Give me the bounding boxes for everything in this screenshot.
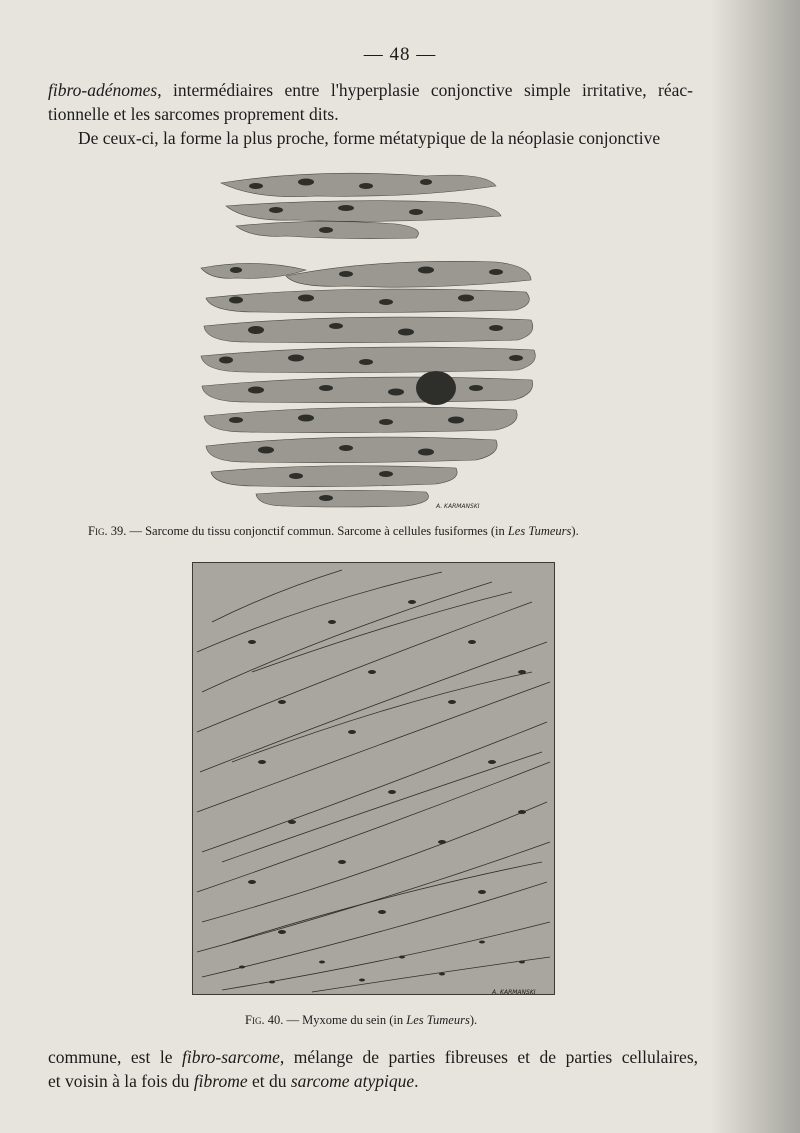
term-fibrome: fibrome [193, 1071, 248, 1091]
figure-40-caption: Fig. 40. — Myxome du sein (in Les Tumeurs). [245, 1013, 478, 1027]
figure-39-signature: A. KARMANSKI [436, 503, 480, 510]
top-paragraph-line-2: tionnelle et les sarcomes proprement dits. [48, 104, 339, 124]
page-number: — 48 — [363, 44, 437, 65]
term-fibro-adenomes: fibro-adénomes [48, 80, 158, 100]
top-paragraph [48, 78, 693, 150]
figure-40-illustration [192, 562, 555, 998]
bottom-paragraph-line-2: et voisin à la fois du fibrome et du sarcome atypique. [48, 1071, 419, 1091]
bottom-paragraph [48, 1045, 698, 1093]
top-paragraph-line-3: De ceux-ci, la forme la plus proche, forme métatypique de la néoplasie conjonctive [78, 128, 661, 148]
figure-39-illustration [196, 158, 542, 518]
term-fibro-sarcome: fibro-sarcome [182, 1047, 280, 1067]
bottom-paragraph-line-1: commune, est le fibro-sarcome, mélange de parties fibreuses et de parties cellulaires, [48, 1047, 699, 1067]
breast-myxoma-drawing [192, 562, 555, 998]
figure-39-caption: Fig. 39. — Sarcome du tissu conjonctif commun. Sarcome à cellules fusiformes (in Les Tumeurs). [88, 524, 579, 538]
page-edge-shadow [710, 0, 800, 1133]
figure-40-signature: A. KARMANSKI [492, 989, 536, 996]
spindle-cell-sarcoma-drawing [196, 158, 542, 518]
term-sarcome-atypique: sarcome atypique [290, 1071, 415, 1091]
top-paragraph-line-1: fibro-adénomes, intermédiaires entre l'hyperplasie conjonctive simple irritative, réac- [48, 80, 693, 100]
